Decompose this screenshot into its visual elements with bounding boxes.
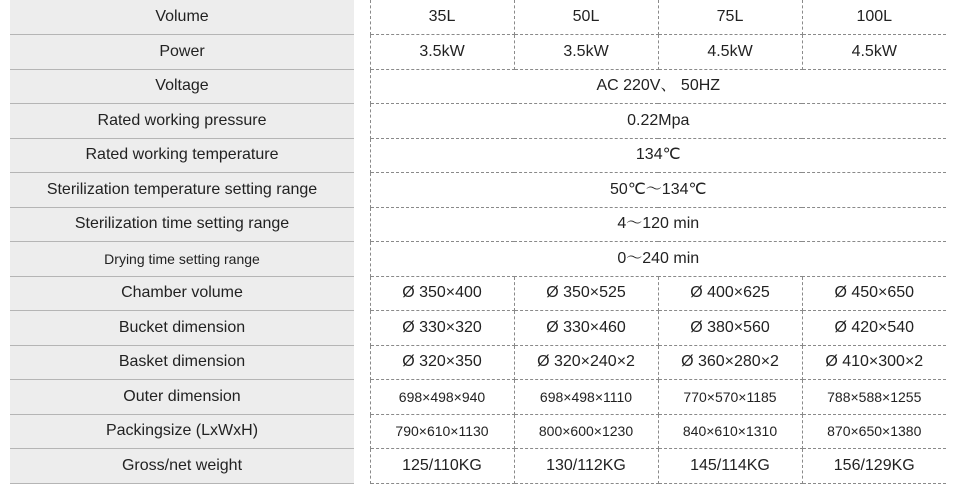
cell-75l: 770×570×1185: [658, 380, 802, 415]
row-voltage: [10, 69, 946, 104]
row-basket-dimension: [10, 345, 946, 380]
merged-value-cell: 50℃～134℃: [370, 173, 946, 208]
cell-35l: Ø 350×400: [370, 276, 514, 311]
cell-100l: Ø 450×650: [802, 276, 946, 311]
row-label: Rated working pressure: [10, 104, 354, 139]
column-gap: [354, 345, 370, 380]
cell-35l: 35L: [370, 0, 514, 35]
cell-35l: 3.5kW: [370, 35, 514, 70]
column-gap: [354, 276, 370, 311]
row-label: Power: [10, 35, 354, 70]
row-rated-working-pressure: [10, 104, 946, 139]
row-label: Voltage: [10, 69, 354, 104]
row-label: Outer dimension: [10, 380, 354, 415]
merged-value-cell: 0～240 min: [370, 242, 946, 277]
row-rated-working-temperature: [10, 138, 946, 173]
row-label: Rated working temperature: [10, 138, 354, 173]
column-gap: [354, 35, 370, 70]
cell-50l: 50L: [514, 0, 658, 35]
column-gap: [354, 69, 370, 104]
cell-75l: Ø 380×560: [658, 311, 802, 346]
column-gap: [354, 242, 370, 277]
row-sterilization-time-range: [10, 207, 946, 242]
row-label: Sterilization time setting range: [10, 207, 354, 242]
row-packing-size: [10, 414, 946, 449]
cell-50l: Ø 350×525: [514, 276, 658, 311]
column-gap: [354, 104, 370, 139]
row-label: Basket dimension: [10, 345, 354, 380]
row-bucket-dimension: [10, 311, 946, 346]
cell-35l: 698×498×940: [370, 380, 514, 415]
cell-75l: 4.5kW: [658, 35, 802, 70]
row-label: Volume: [10, 0, 354, 35]
column-gap: [354, 173, 370, 208]
cell-100l: Ø 420×540: [802, 311, 946, 346]
cell-50l: 3.5kW: [514, 35, 658, 70]
row-power: [10, 35, 946, 70]
row-volume: [10, 0, 946, 35]
cell-100l: 4.5kW: [802, 35, 946, 70]
column-gap: [354, 414, 370, 449]
row-chamber-volume: [10, 276, 946, 311]
cell-35l: 790×610×1130: [370, 414, 514, 449]
row-label: Gross/net weight: [10, 449, 354, 484]
merged-value-cell: AC 220V、 50HZ: [370, 69, 946, 104]
cell-50l: Ø 330×460: [514, 311, 658, 346]
column-gap: [354, 449, 370, 484]
specification-table: [10, 0, 946, 484]
row-outer-dimension: [10, 380, 946, 415]
merged-value-cell: 0.22Mpa: [370, 104, 946, 139]
merged-value-cell: 134℃: [370, 138, 946, 173]
cell-50l: 698×498×1110: [514, 380, 658, 415]
cell-100l: 870×650×1380: [802, 414, 946, 449]
row-label: Sterilization temperature setting range: [10, 173, 354, 208]
row-label: Bucket dimension: [10, 311, 354, 346]
cell-35l: Ø 330×320: [370, 311, 514, 346]
row-label: Chamber volume: [10, 276, 354, 311]
cell-50l: 130/112KG: [514, 449, 658, 484]
cell-100l: Ø 410×300×2: [802, 345, 946, 380]
column-gap: [354, 138, 370, 173]
cell-100l: 156/129KG: [802, 449, 946, 484]
cell-100l: 788×588×1255: [802, 380, 946, 415]
row-label: Packingsize (LxWxH): [10, 414, 354, 449]
cell-75l: 75L: [658, 0, 802, 35]
cell-50l: Ø 320×240×2: [514, 345, 658, 380]
cell-50l: 800×600×1230: [514, 414, 658, 449]
cell-35l: Ø 320×350: [370, 345, 514, 380]
column-gap: [354, 207, 370, 242]
cell-35l: 125/110KG: [370, 449, 514, 484]
column-gap: [354, 311, 370, 346]
cell-75l: Ø 360×280×2: [658, 345, 802, 380]
column-gap: [354, 380, 370, 415]
row-gross-net-weight: [10, 449, 946, 484]
column-gap: [354, 0, 370, 35]
row-drying-time-range: [10, 242, 946, 277]
cell-75l: 840×610×1310: [658, 414, 802, 449]
merged-value-cell: 4～120 min: [370, 207, 946, 242]
cell-100l: 100L: [802, 0, 946, 35]
row-sterilization-temperature-range: [10, 173, 946, 208]
row-label: Drying time setting range: [10, 242, 354, 277]
cell-75l: Ø 400×625: [658, 276, 802, 311]
cell-75l: 145/114KG: [658, 449, 802, 484]
